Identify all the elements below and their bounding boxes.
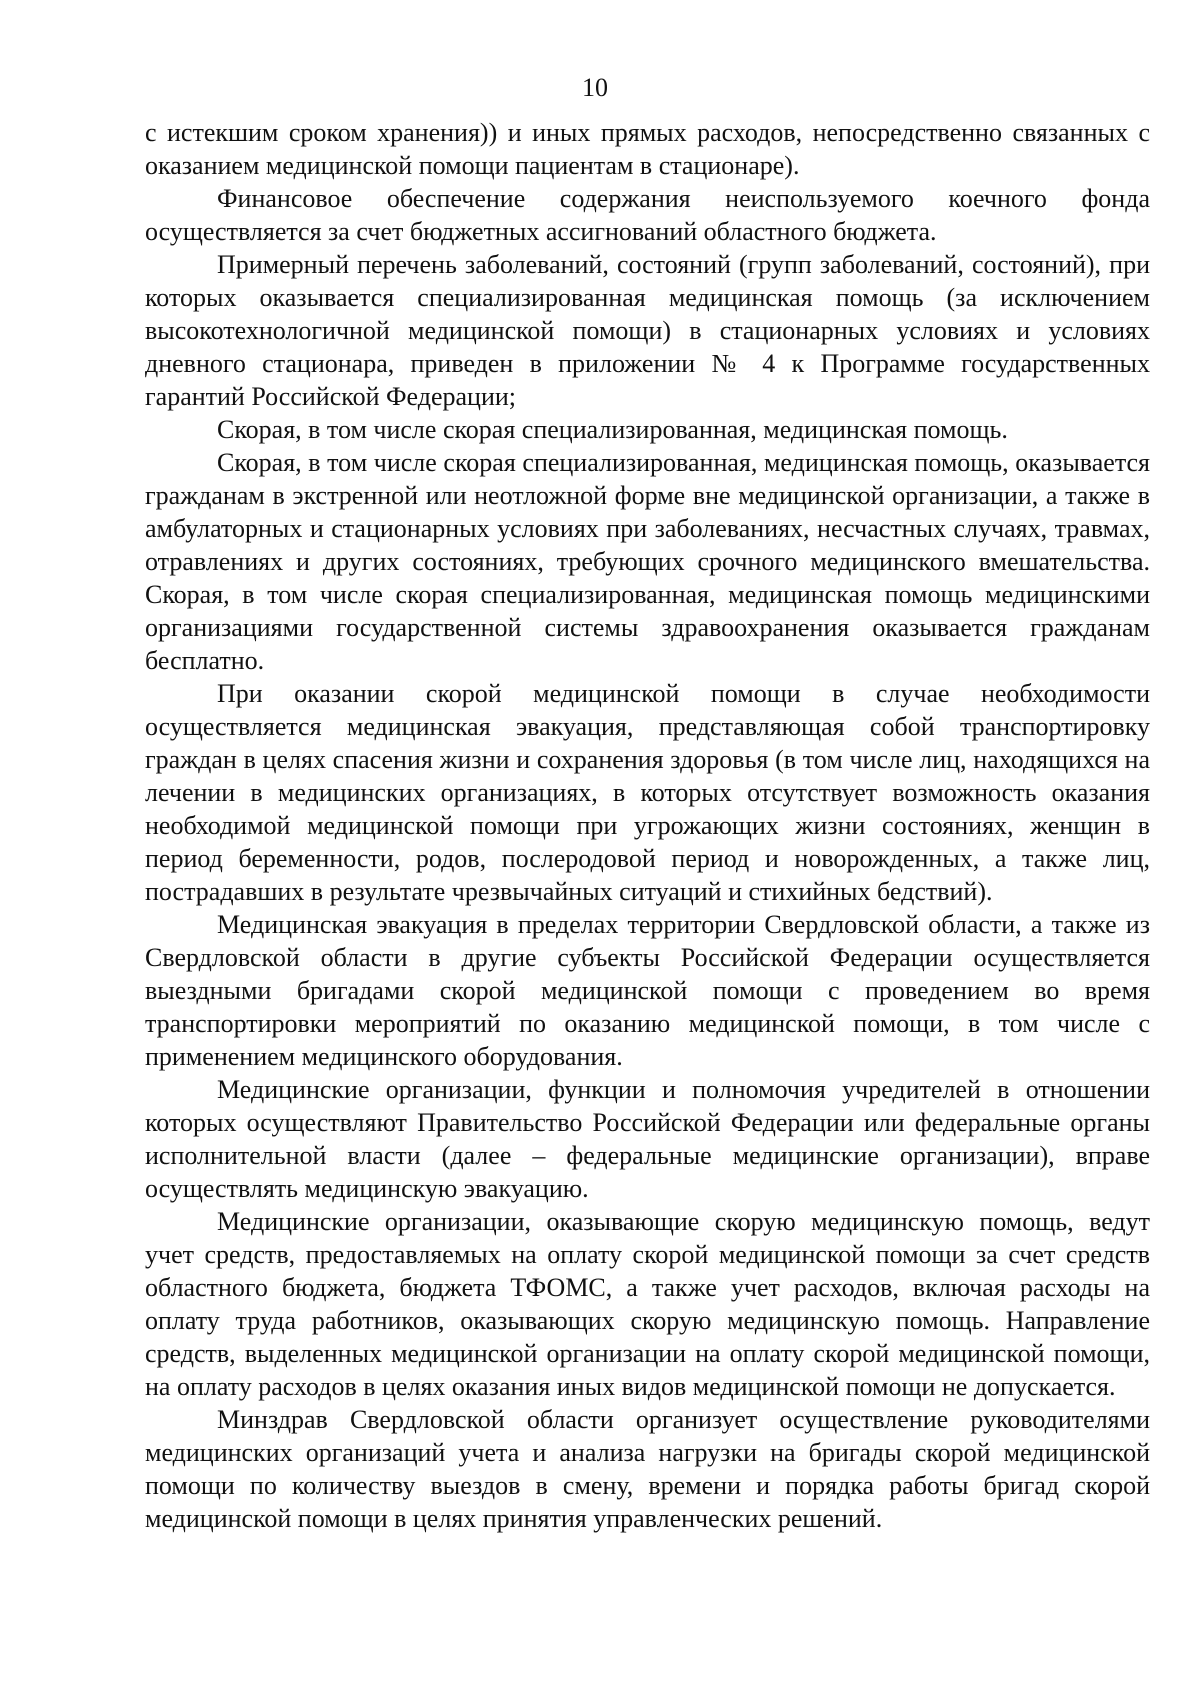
paragraph-funds-accounting: Медицинские организации, оказывающие скорую медицинскую помощь, ведут учет средств, предоставляемых на оплату скорой медицинской помощи за счет средств областного бюджета, бюджета ТФОМС, а также учет расходов, включая расходы на оплату труда работников, оказывающих скорую медицинскую помощь. Направление средств, выделенных медицинской организации на оплату скорой медицинской помощи, на оплату расходов в целях оказания иных видов медицинской помощи не допускается. [145, 1207, 1150, 1401]
paragraph-emergency-care-heading: Скорая, в том числе скорая специализированная, медицинская помощь. [217, 415, 1008, 444]
paragraph-bed-fund-financing: Финансовое обеспечение содержания неиспользуемого коечного фонда осуществляется за счет бюджетных ассигнований областного бюджета. [145, 184, 1150, 246]
paragraph-workload-analysis: Минздрав Свердловской области организует осуществление руководителями медицинских организаций учета и анализа нагрузки на бригады скорой медицинской помощи по количеству выездов в смену, времени и порядка работы бригад скорой медицинской помощи в целях принятия управленческих решений. [145, 1405, 1150, 1533]
paragraph-medical-evacuation: При оказании скорой медицинской помощи в случае необходимости осуществляется медицинская эвакуация, представляющая собой транспортировку граждан в целях спасения жизни и сохранения здоровья (в том числе лиц, находящихся на лечении в медицинских организациях, в которых отсутствует возможность оказания необходимой медицинской помощи при угрожающих жизни состояниях, женщин в период беременности, родов, послеродовой период и новорожденных, а также лиц, пострадавших в результате чрезвычайных ситуаций и стихийных бедствий). [145, 679, 1150, 906]
page-number: 10 [582, 73, 608, 102]
paragraph-disease-list: Примерный перечень заболеваний, состояний (групп заболеваний, состояний), при которых оказывается специализированная медицинская помощь (за исключением высокотехнологичной медицинской помощи) в стационарных условиях и условиях дневного стационара, приведен в приложении № 4 к Программе государственных гарантий Российской Федерации; [145, 250, 1150, 411]
paragraph-federal-organizations: Медицинские организации, функции и полномочия учредителей в отношении которых осуществляют Правительство Российской Федерации или федеральные органы исполнительной власти (далее – федеральные медицинские организации), вправе осуществлять медицинскую эвакуацию. [145, 1075, 1150, 1203]
paragraph-continuation: с истекшим сроком хранения)) и иных прямых расходов, непосредственно связанных с оказанием медицинской помощи пациентам в стационаре). [145, 118, 1150, 180]
paragraph-evacuation-territory: Медицинская эвакуация в пределах территории Свердловской области, а также из Свердловской области в другие субъекты Российской Федерации осуществляется выездными бригадами скорой медицинской помощи с проведением во время транспортировки мероприятий по оказанию медицинской помощи, в том числе с применением медицинского оборудования. [145, 910, 1150, 1071]
paragraph-emergency-care-provision: Скорая, в том числе скорая специализированная, медицинская помощь, оказывается гражданам в экстренной или неотложной форме вне медицинской организации, а также в амбулаторных и стационарных условиях при заболеваниях, несчастных случаях, травмах, отравлениях и других состояниях, требующих срочного медицинского вмешательства. Скорая, в том числе скорая специализированная, медицинская помощь медицинскими организациями государственной системы здравоохранения оказывается гражданам бесплатно. [145, 448, 1150, 675]
document-body [145, 116, 1150, 1535]
